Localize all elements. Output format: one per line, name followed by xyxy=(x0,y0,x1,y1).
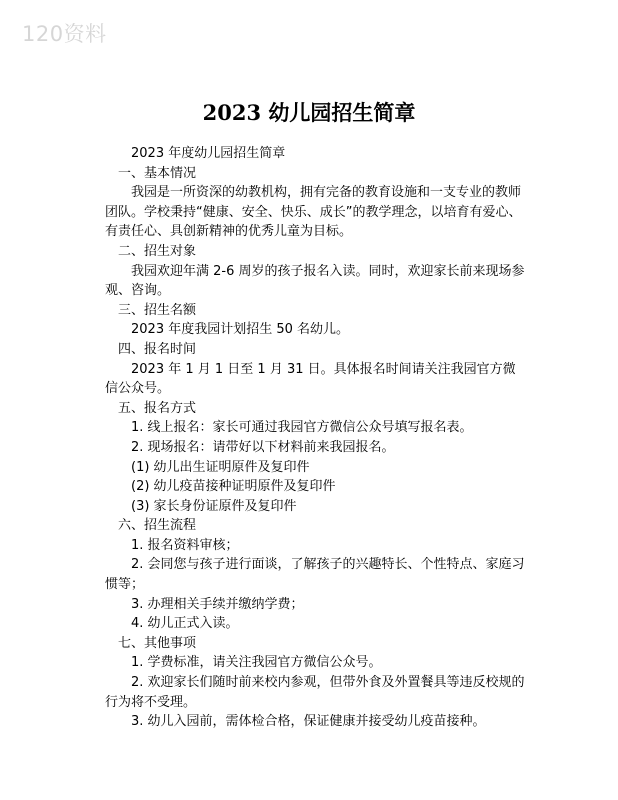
section-heading-time: 四、报名时间 xyxy=(118,341,197,357)
doc-subtitle: 2023 年度幼儿园招生简章 xyxy=(131,146,286,161)
list-item: 1. 学费标准，请关注我园官方微信公众号。 xyxy=(131,655,382,671)
list-item: (2) 幼儿疫苗接种证明原件及复印件 xyxy=(131,479,336,495)
list-item: 3. 幼儿入园前，需体检合格，保证健康并接受幼儿疫苗接种。 xyxy=(131,714,486,730)
list-item: 4. 幼儿正式入读。 xyxy=(131,616,239,632)
list-item: 2. 欢迎家长们随时前来校内参观，但带外食及外置餐具等违反校规的行为将不受理。 xyxy=(105,675,525,710)
watermark-logo: 120资料 xyxy=(22,22,107,46)
section-heading-method: 五、报名方式 xyxy=(118,400,197,416)
section-heading-basic-info: 一、基本情况 xyxy=(118,165,197,181)
section-heading-process: 六、招生流程 xyxy=(118,518,197,534)
document-body xyxy=(105,144,527,732)
section-heading-target: 二、招生对象 xyxy=(118,243,197,259)
document-title: 2023 幼儿园招生简章 xyxy=(202,100,416,125)
paragraph-time: 2023 年 1 月 1 日至 1 月 31 日。具体报名时间请关注我园官方微信公众号。 xyxy=(105,361,516,397)
list-item: (1) 幼儿出生证明原件及复印件 xyxy=(131,459,310,475)
list-item: 1. 报名资料审核； xyxy=(131,537,239,553)
list-item: 2. 现场报名：请带好以下材料前来我园报名。 xyxy=(131,439,395,455)
list-item: 1. 线上报名：家长可通过我园官方微信公众号填写报名表。 xyxy=(131,420,473,436)
paragraph-quota: 2023 年度我园计划招生 50 名幼儿。 xyxy=(131,322,350,338)
list-item: 2. 会同您与孩子进行面谈，了解孩子的兴趣特长、个性特点、家庭习惯等； xyxy=(105,557,525,593)
list-item: 3. 办理相关手续并缴纳学费； xyxy=(131,596,304,612)
list-item: (3) 家长身份证原件及复印件 xyxy=(131,498,297,514)
paragraph-basic-info: 我园是一所资深的幼教机构，拥有完备的教育设施和一支专业的教师团队。学校秉持“健康、安全、快乐、成长”的教学理念，以培育有爱心、有责任心、具创新精神的优秀儿童为目标。 xyxy=(105,185,522,240)
paragraph-target: 我园欢迎年满 2-6 周岁的孩子报名入读。同时，欢迎家长前来现场参观、咨询。 xyxy=(105,263,525,299)
section-heading-quota: 三、招生名额 xyxy=(118,302,197,318)
section-heading-other: 七、其他事项 xyxy=(118,635,197,651)
